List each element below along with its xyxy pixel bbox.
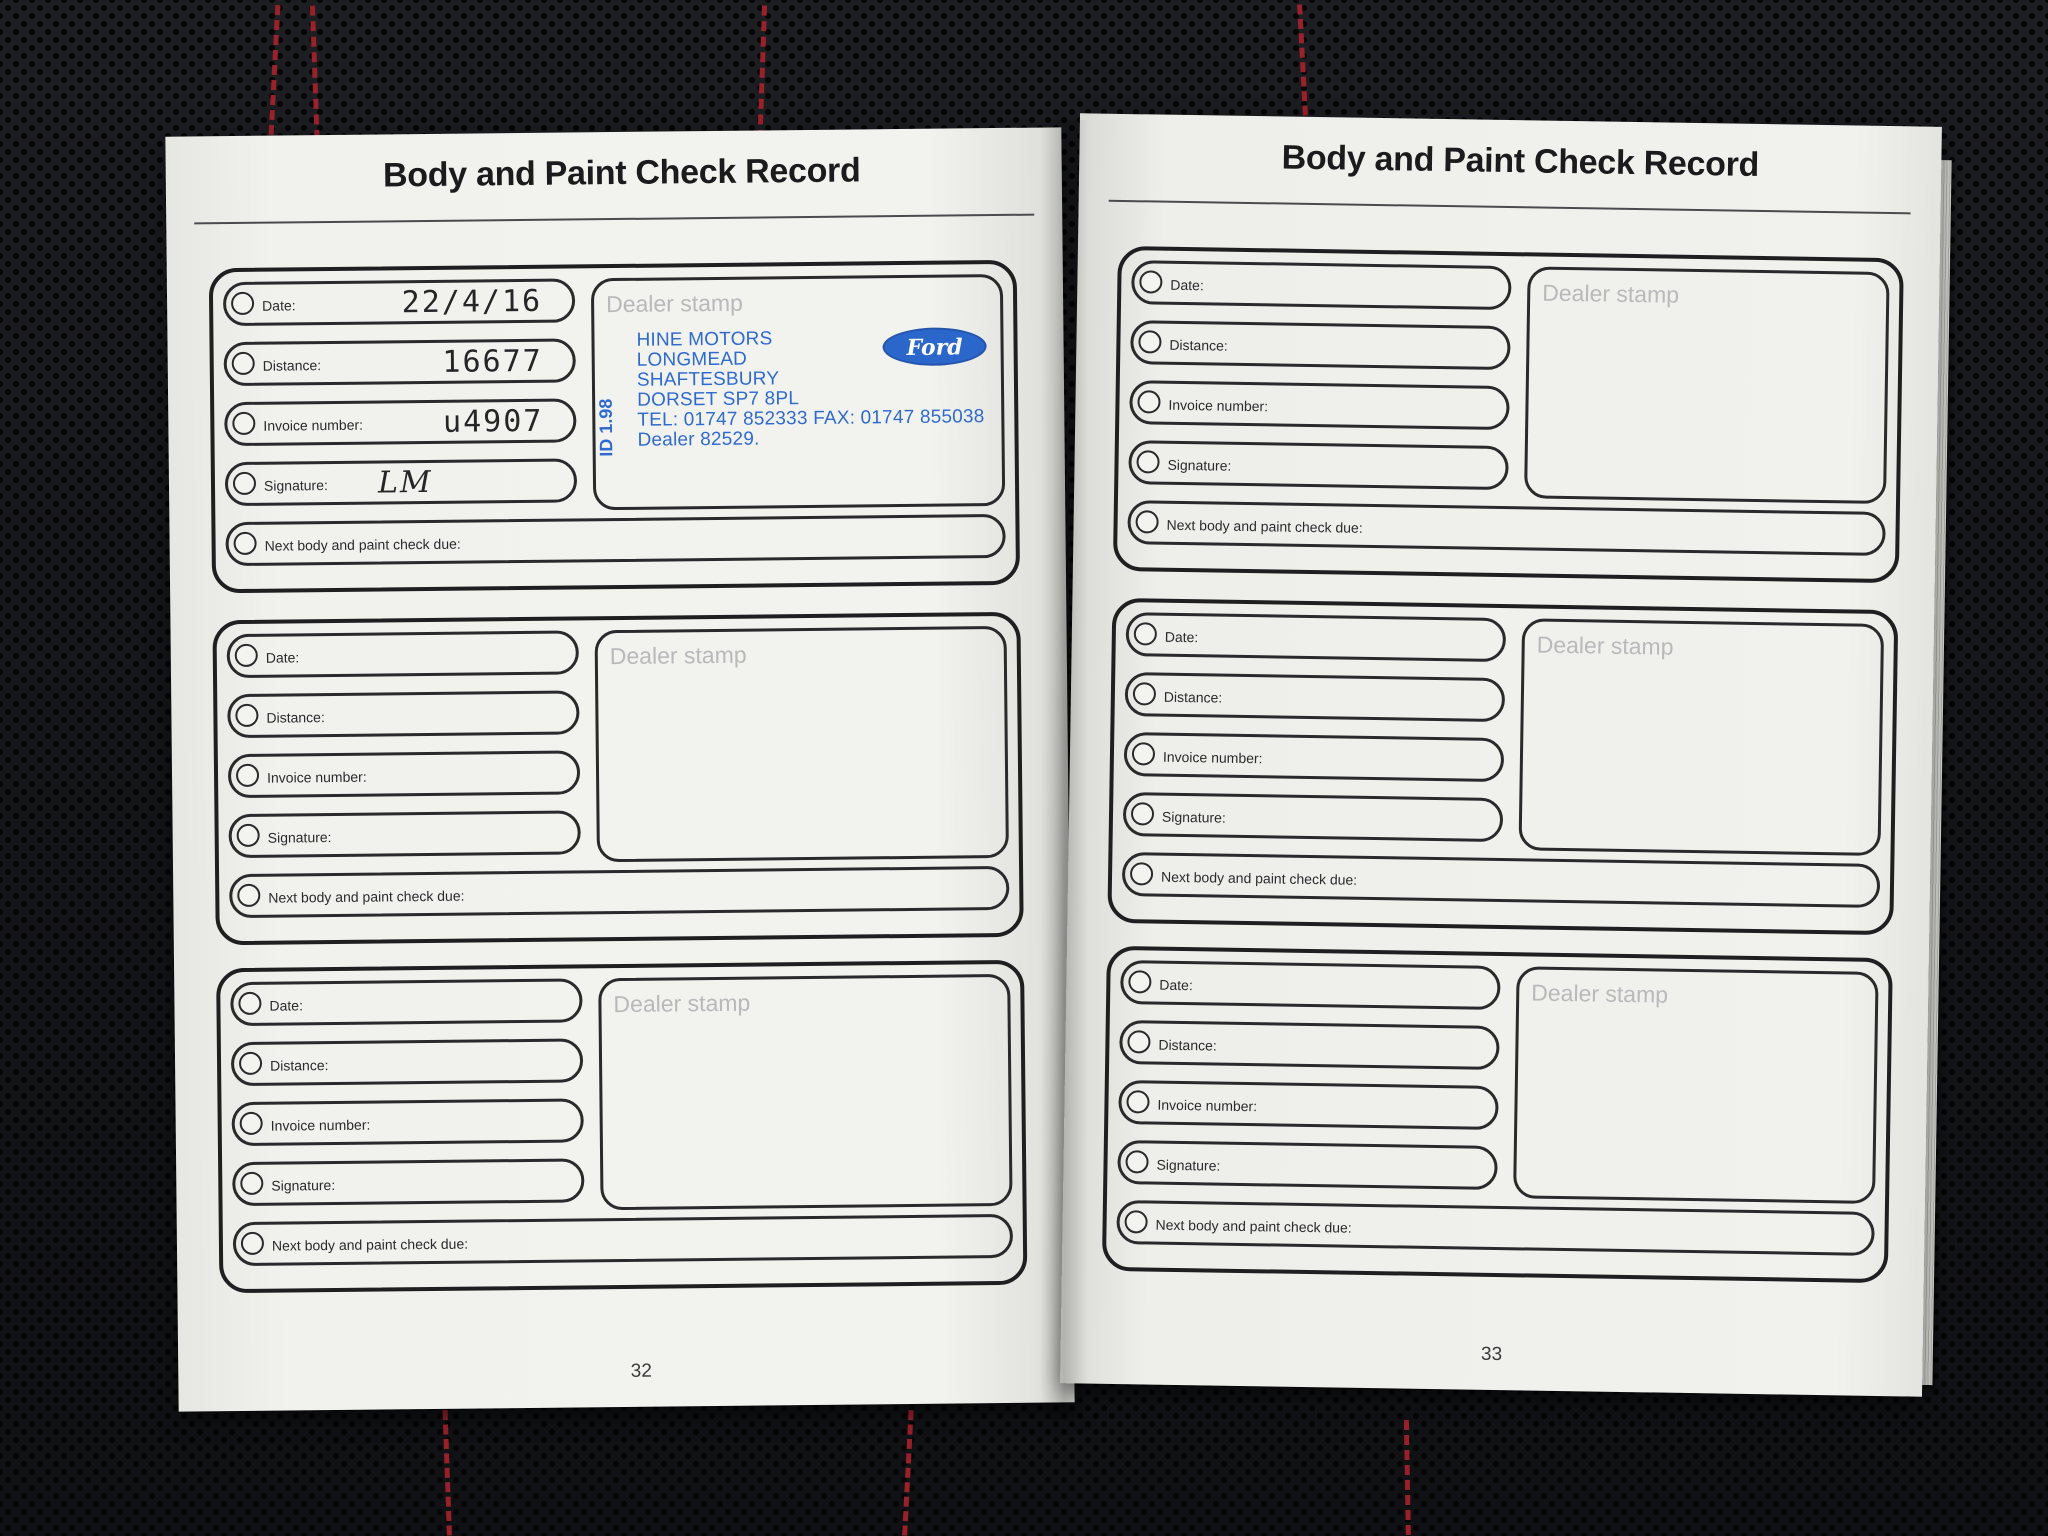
invoice-label: Invoice number: [1157,1096,1258,1115]
signature-label: Signature: [267,829,332,846]
checkbox-circle [240,1172,263,1195]
signature-field [1117,1140,1498,1190]
signature-field [232,1158,584,1206]
date-field [223,278,575,326]
invoice-field [1118,1080,1499,1130]
checkbox-circle [239,1052,262,1075]
date-label: Date: [265,649,300,666]
checkbox-circle [238,992,261,1015]
stamp-side-text: ID 1.98 [595,398,617,457]
stamp-line: DORSET SP7 8PL [637,388,800,411]
distance-label: Distance: [262,357,322,374]
next-check-due-label: Next body and paint check due: [268,887,465,906]
signature-label: Signature: [1167,456,1232,474]
next-check-due-field [1116,1200,1875,1256]
check-record-1 [209,260,1020,593]
checkbox-circle [232,412,255,435]
signature-label: Signature: [263,477,328,494]
handwritten-date: 22/4/16 [401,283,543,321]
checkbox-circle [1134,622,1157,645]
invoice-field [1129,380,1510,430]
distance-field [1119,1020,1500,1070]
invoice-label: Invoice number: [1168,396,1269,415]
stamp-line: SHAFTESBURY [636,368,780,391]
next-check-due-label: Next body and paint check due: [264,535,461,554]
distance-field [231,1038,583,1086]
next-check-due-field [1127,500,1886,556]
seat-stitching [1404,1420,1411,1536]
date-label: Date: [1164,628,1199,646]
left-page [165,127,1074,1411]
date-field [1131,260,1512,310]
check-record-3 [1102,946,1893,1283]
checkbox-circle [237,884,260,907]
handwritten-distance: 16677 [442,343,543,380]
page-number: 32 [630,1360,652,1382]
signature-field [225,458,577,506]
next-check-due-label: Next body and paint check due: [1160,868,1358,888]
checkbox-circle [1127,1030,1150,1053]
date-field [230,978,582,1026]
invoice-field [228,750,580,798]
invoice-label: Invoice number: [270,1116,371,1134]
checkbox-circle [241,1232,264,1255]
checkbox-circle [237,824,260,847]
stamp-line: LONGMEAD [636,348,748,371]
checkbox-circle [1128,970,1151,993]
next-check-due-field [229,866,1009,918]
dealer-stamp-label: Dealer stamp [605,289,744,318]
checkbox-circle [1130,862,1153,885]
date-label: Date: [1170,276,1204,294]
distance-label: Distance: [266,709,325,726]
checkbox-circle [240,1112,263,1135]
seat-stitching [757,0,767,140]
dealer-stamp-label: Dealer stamp [1531,979,1669,1008]
checkbox-circle [232,352,255,375]
dealer-stamp-box [591,274,1005,510]
title-divider [1109,200,1911,215]
page-title: Body and Paint Check Record [382,151,861,195]
distance-label: Distance: [1158,1036,1217,1054]
checkbox-circle [233,532,256,555]
checkbox-circle [1131,802,1154,825]
invoice-label: Invoice number: [266,768,367,786]
dealer-stamp-box [1513,966,1879,1204]
checkbox-circle [236,764,259,787]
dealer-stamp-label: Dealer stamp [1536,631,1674,660]
seat-stitching [268,0,281,150]
seat-stitching [309,0,319,140]
next-check-due-label: Next body and paint check due: [271,1235,469,1254]
date-field [1126,612,1507,662]
stamp-line: Dealer 82529. [637,428,760,451]
checkbox-circle [1137,390,1160,413]
check-record-2 [212,612,1023,945]
ford-logo: Ford [882,327,986,366]
stamp-line: TEL: 01747 852333 FAX: 01747 855038 [637,406,985,431]
signature-label: Signature: [1156,1156,1221,1174]
dealer-stamp-box [598,974,1012,1210]
checkbox-circle [1136,450,1159,473]
signature-label: Signature: [271,1177,336,1194]
distance-field [227,690,579,738]
next-check-due-field [225,514,1005,566]
handwritten-signature: LM [377,464,433,501]
stamp-line: HINE MOTORS [636,328,773,351]
checkbox-circle [235,704,258,727]
dealer-stamp-box [595,626,1009,862]
checkbox-circle [231,292,254,315]
checkbox-circle [1126,1090,1149,1113]
invoice-label: Invoice number: [263,416,364,434]
signature-field [228,810,580,858]
checkbox-circle [1133,682,1156,705]
seat-stitching [901,1410,913,1536]
dealer-stamp-box [1519,618,1885,856]
right-page [1060,113,1942,1396]
checkbox-circle [1132,742,1155,765]
distance-label: Distance: [1163,688,1223,706]
next-check-due-label: Next body and paint check due: [1155,1216,1352,1236]
check-record-2 [1107,598,1898,935]
signature-label: Signature: [1161,808,1226,826]
invoice-field [224,398,576,446]
page-title: Body and Paint Check Record [1281,138,1760,184]
distance-field [224,338,576,386]
checkbox-circle [1124,1210,1147,1233]
dealer-stamp-label: Dealer stamp [613,989,751,1018]
dealer-ink-stamp [595,327,992,481]
date-label: Date: [262,297,296,314]
distance-label: Distance: [269,1057,329,1074]
check-record-3 [216,960,1027,1293]
distance-field [1130,320,1511,370]
dealer-stamp-label: Dealer stamp [609,641,747,670]
checkbox-circle [1139,270,1162,293]
invoice-field [231,1098,583,1146]
checkbox-circle [1135,510,1158,533]
invoice-label: Invoice number: [1162,748,1263,767]
distance-label: Distance: [1169,336,1228,354]
check-record-1 [1113,246,1904,583]
invoice-field [1124,732,1505,782]
page-number: 33 [1480,1343,1503,1366]
date-field [227,630,579,678]
dealer-stamp-label: Dealer stamp [1542,279,1680,308]
seat-stitching [1296,0,1308,130]
checkbox-circle [1125,1150,1148,1173]
date-label: Date: [269,997,304,1014]
date-label: Date: [1159,976,1193,994]
checkbox-circle [233,472,256,495]
date-field [1120,960,1501,1010]
signature-field [1123,792,1504,842]
seat-stitching [443,1410,453,1536]
next-check-due-field [233,1214,1013,1266]
checkbox-circle [1138,330,1161,353]
title-divider [194,214,1034,225]
signature-field [1128,440,1509,490]
distance-field [1125,672,1506,722]
next-check-due-label: Next body and paint check due: [1166,516,1363,536]
next-check-due-field [1122,852,1881,908]
dealer-stamp-box [1524,266,1890,504]
checkbox-circle [235,644,258,667]
handwritten-invoice: u4907 [442,403,544,440]
